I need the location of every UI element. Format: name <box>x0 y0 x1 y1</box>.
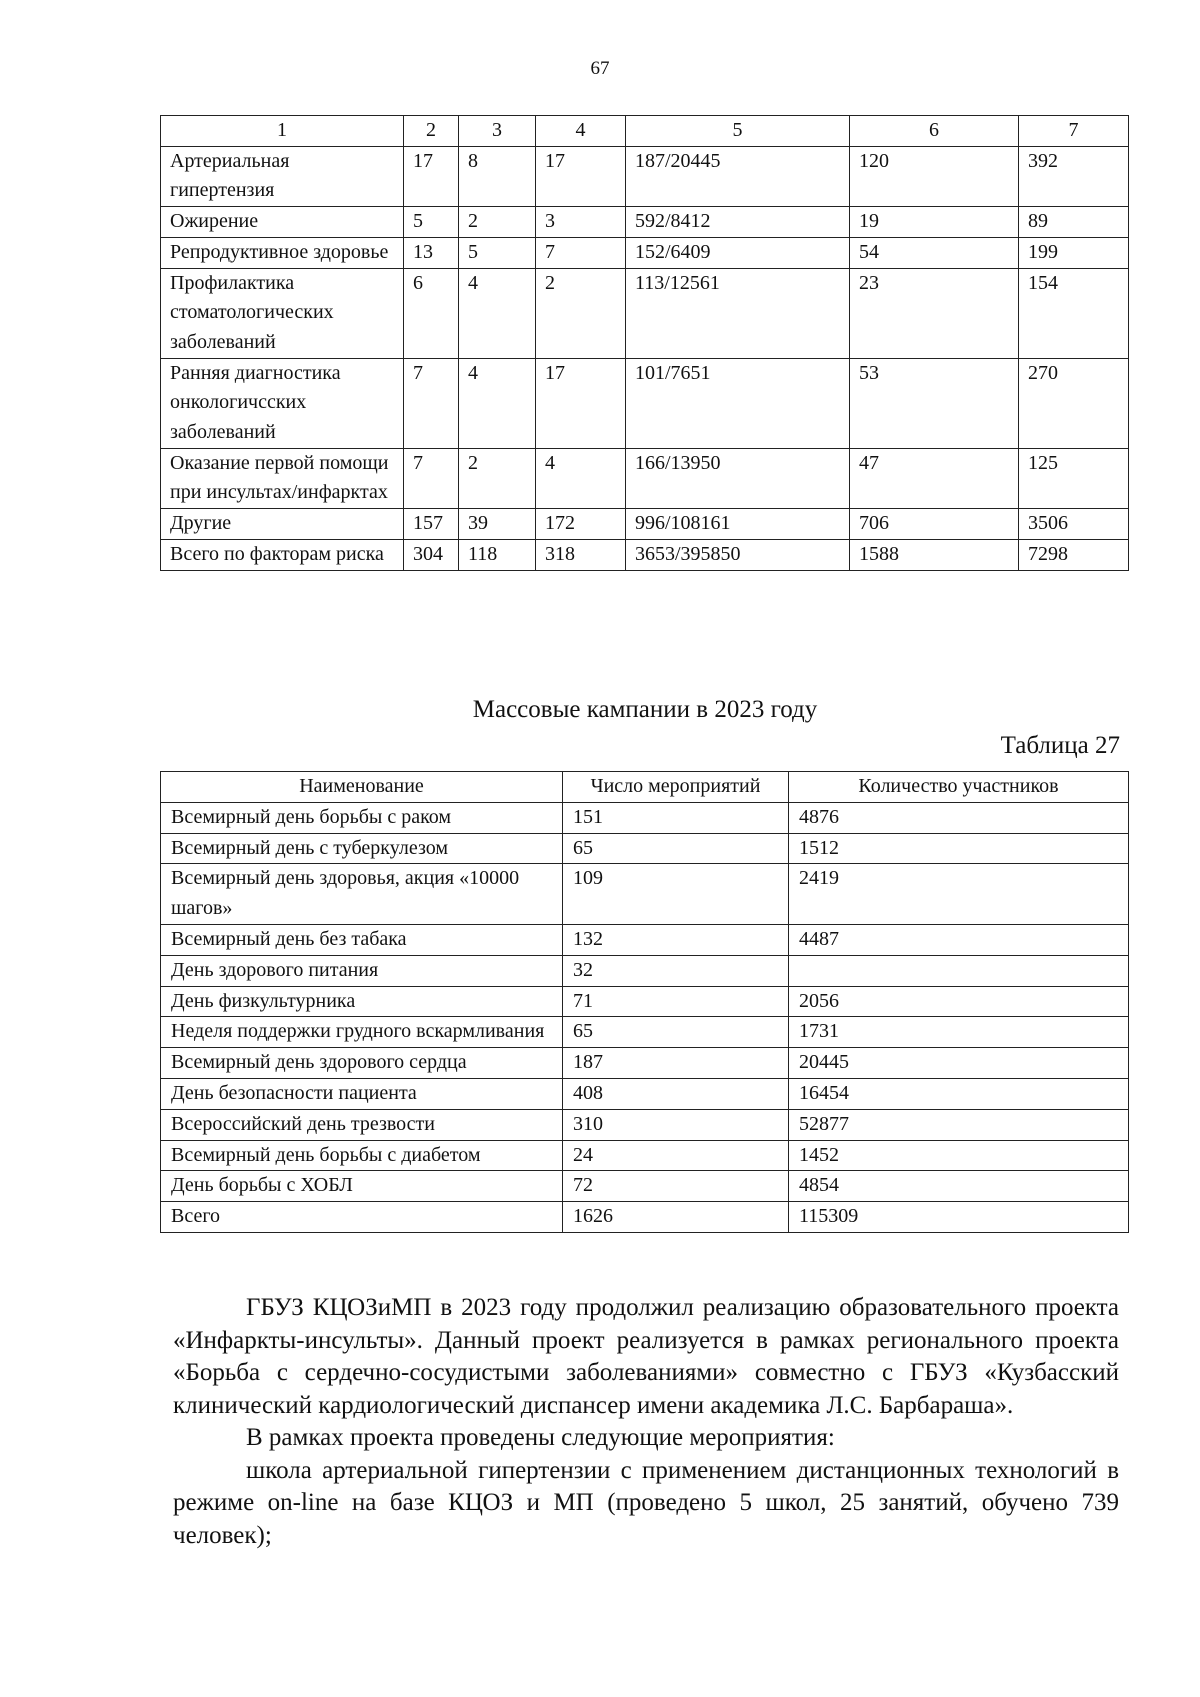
table-cell: 187/20445 <box>626 146 850 206</box>
mass-campaigns-table <box>160 771 1129 1233</box>
column-header: 3 <box>459 116 536 147</box>
paragraph: В рамках проекта проведены следующие мероприятия: <box>246 1424 835 1451</box>
table-cell: 7 <box>404 448 459 508</box>
table-cell: Всемирный день борьбы с раком <box>161 802 563 833</box>
table-cell: 113/12561 <box>626 268 850 358</box>
table-cell: 19 <box>850 207 1019 238</box>
table-cell: 65 <box>563 833 789 864</box>
table-cell: 1512 <box>789 833 1129 864</box>
table-row <box>161 146 1129 206</box>
table-cell: 89 <box>1019 207 1129 238</box>
table-row <box>161 802 1129 833</box>
table-cell: 304 <box>404 539 459 570</box>
column-header: Количество участников <box>789 772 1129 803</box>
table-cell: 4487 <box>789 924 1129 955</box>
table-cell: Всемирный день борьбы с диабетом <box>161 1140 563 1171</box>
table-cell: 6 <box>404 268 459 358</box>
table-cell: 72 <box>563 1171 789 1202</box>
table-cell: 125 <box>1019 448 1129 508</box>
table-cell: 172 <box>536 509 626 540</box>
risk-factors-table <box>160 115 1129 571</box>
table-cell: 7 <box>404 358 459 448</box>
column-header: Число мероприятий <box>563 772 789 803</box>
table-cell: 4 <box>536 448 626 508</box>
table-cell: Всемирный день здорового сердца <box>161 1048 563 1079</box>
table-cell: 1588 <box>850 539 1019 570</box>
table-cell: 47 <box>850 448 1019 508</box>
table-caption-title: Массовые кампании в 2023 году <box>472 696 818 723</box>
table-cell: 65 <box>563 1017 789 1048</box>
table-row <box>161 1048 1129 1079</box>
table-cell: 1626 <box>563 1202 789 1233</box>
table-cell: 32 <box>563 955 789 986</box>
table-cell: День физкультурника <box>161 986 563 1017</box>
table-cell: 16454 <box>789 1078 1129 1109</box>
table-cell: 24 <box>563 1140 789 1171</box>
table-row <box>161 268 1129 358</box>
table-cell: 706 <box>850 509 1019 540</box>
table-cell: 1452 <box>789 1140 1129 1171</box>
table-cell: 2 <box>536 268 626 358</box>
table-row <box>161 1078 1129 1109</box>
table-cell: 5 <box>404 207 459 238</box>
table-cell: 109 <box>563 864 789 925</box>
table-cell: 132 <box>563 924 789 955</box>
table-cell: 996/108161 <box>626 509 850 540</box>
table-cell: Ранняя диагностика онкологичсских заболеваний <box>161 358 404 448</box>
table-row <box>161 955 1129 986</box>
table-row <box>161 1171 1129 1202</box>
table-cell: 8 <box>459 146 536 206</box>
column-header: 4 <box>536 116 626 147</box>
table-cell: 166/13950 <box>626 448 850 508</box>
table-row <box>161 986 1129 1017</box>
table-cell: 54 <box>850 237 1019 268</box>
table-cell: 23 <box>850 268 1019 358</box>
table-cell: Репродуктивное здоровье <box>161 237 404 268</box>
table-row <box>161 539 1129 570</box>
table-cell: 157 <box>404 509 459 540</box>
table-cell: 2 <box>459 207 536 238</box>
table-cell: 5 <box>459 237 536 268</box>
table-cell: 151 <box>563 802 789 833</box>
table-cell: 53 <box>850 358 1019 448</box>
table-cell: 7 <box>536 237 626 268</box>
table-cell: Всемирный день здоровья, акция «10000 шагов» <box>161 864 563 925</box>
table-cell: 187 <box>563 1048 789 1079</box>
table-cell: Оказание первой помощи при инсультах/инфарктах <box>161 448 404 508</box>
table-cell: 392 <box>1019 146 1129 206</box>
table-cell: 115309 <box>789 1202 1129 1233</box>
table-cell: 270 <box>1019 358 1129 448</box>
table-cell: 13 <box>404 237 459 268</box>
table-cell: 1731 <box>789 1017 1129 1048</box>
table-cell: Неделя поддержки грудного вскармливания <box>161 1017 563 1048</box>
table-cell: 592/8412 <box>626 207 850 238</box>
table-number: Таблица 27 <box>1000 732 1120 759</box>
column-header: Наименование <box>161 772 563 803</box>
table-cell: 408 <box>563 1078 789 1109</box>
table-cell: 199 <box>1019 237 1129 268</box>
table-row <box>161 864 1129 925</box>
table-row <box>161 207 1129 238</box>
table-cell: День борьбы с ХОБЛ <box>161 1171 563 1202</box>
table-row <box>161 448 1129 508</box>
table-cell: Всероссийский день трезвости <box>161 1109 563 1140</box>
table-cell: 3506 <box>1019 509 1129 540</box>
table-cell: 4876 <box>789 802 1129 833</box>
table-cell: 120 <box>850 146 1019 206</box>
table-row <box>161 237 1129 268</box>
table-row <box>161 924 1129 955</box>
column-header: 2 <box>404 116 459 147</box>
column-header: 6 <box>850 116 1019 147</box>
table-cell: 318 <box>536 539 626 570</box>
column-header: 1 <box>161 116 404 147</box>
table-cell: 118 <box>459 539 536 570</box>
table-cell <box>789 955 1129 986</box>
table-cell: 2 <box>459 448 536 508</box>
table-row <box>161 1202 1129 1233</box>
table-cell: Всего <box>161 1202 563 1233</box>
table-cell: 152/6409 <box>626 237 850 268</box>
table-cell: Ожирение <box>161 207 404 238</box>
page-number: 67 <box>590 58 610 79</box>
paragraph: ГБУЗ КЦОЗиМП в 2023 году продолжил реализацию образовательного проекта «Инфаркты-инсульты». Данный проект реализуется в рамках регионального проекта «Борьба с сердечно-сосудистыми заболеваниями» совместно с ГБУЗ «Кузбасский клинический кардиологический диспансер имени академика Л.С. Барбараша». <box>173 1294 1119 1419</box>
table-cell: 17 <box>536 358 626 448</box>
column-header: 5 <box>626 116 850 147</box>
table-cell: Всемирный день без табака <box>161 924 563 955</box>
table-cell: 101/7651 <box>626 358 850 448</box>
table-cell: 4 <box>459 358 536 448</box>
column-header: 7 <box>1019 116 1129 147</box>
table-cell: Всемирный день с туберкулезом <box>161 833 563 864</box>
table-cell: День безопасности пациента <box>161 1078 563 1109</box>
table-cell: 17 <box>404 146 459 206</box>
table-cell: 20445 <box>789 1048 1129 1079</box>
table-row <box>161 1017 1129 1048</box>
table-row <box>161 1140 1129 1171</box>
body-text <box>173 1292 1119 1552</box>
table-row <box>161 509 1129 540</box>
table-cell: 52877 <box>789 1109 1129 1140</box>
table-cell: 7298 <box>1019 539 1129 570</box>
table-cell: 2056 <box>789 986 1129 1017</box>
table-header-row <box>161 772 1129 803</box>
table-cell: 17 <box>536 146 626 206</box>
table-cell: 4854 <box>789 1171 1129 1202</box>
table-cell: 71 <box>563 986 789 1017</box>
table-cell: 2419 <box>789 864 1129 925</box>
table-cell: День здорового питания <box>161 955 563 986</box>
table-cell: 4 <box>459 268 536 358</box>
table-cell: 154 <box>1019 268 1129 358</box>
table-header-row <box>161 116 1129 147</box>
table-cell: 3653/395850 <box>626 539 850 570</box>
table-cell: Другие <box>161 509 404 540</box>
table-cell: 310 <box>563 1109 789 1140</box>
table-cell: Артериальная гипертензия <box>161 146 404 206</box>
table-cell: Всего по факторам риска <box>161 539 404 570</box>
table-cell: 39 <box>459 509 536 540</box>
table-row <box>161 833 1129 864</box>
paragraph: школа артериальной гипертензии с применением дистанционных технологий в режиме on-line на базе КЦОЗ и МП (проведено 5 школ, 25 занятий, обучено 739 человек); <box>173 1456 1119 1549</box>
table-row <box>161 358 1129 448</box>
table-cell: 3 <box>536 207 626 238</box>
table-cell: Профилактика стоматологических заболеваний <box>161 268 404 358</box>
table-row <box>161 1109 1129 1140</box>
